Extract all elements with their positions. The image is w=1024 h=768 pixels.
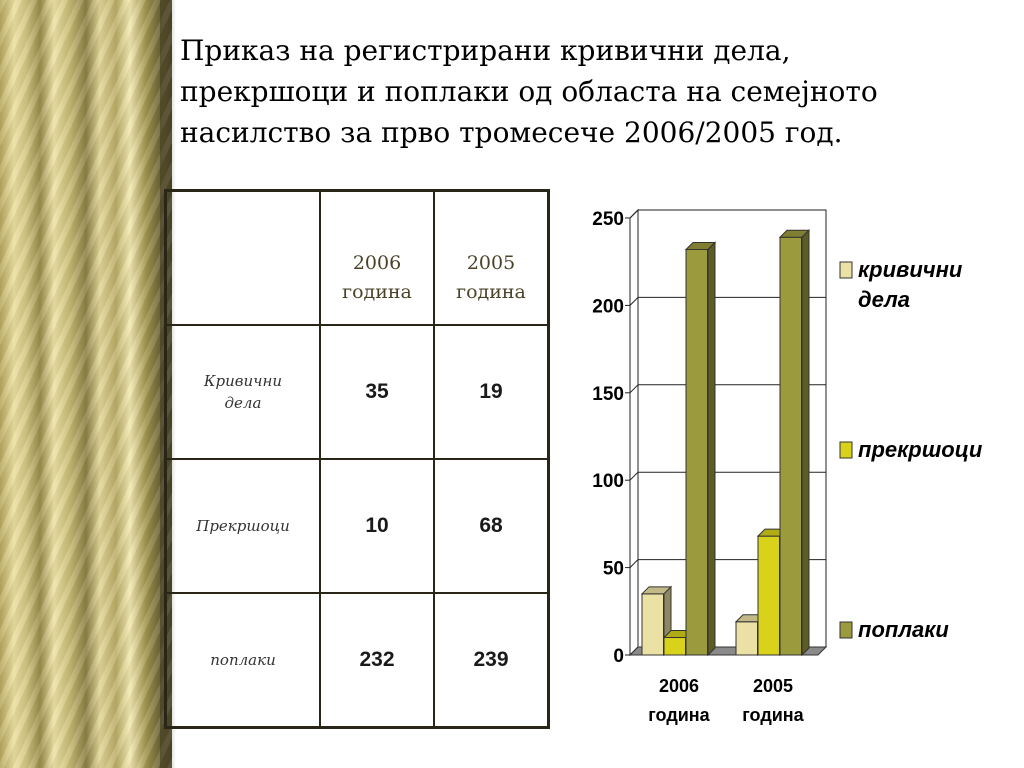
x-tick-label: година: [648, 705, 710, 725]
y-tick-label: 250: [592, 209, 624, 230]
bar: [642, 594, 664, 655]
row-label: поплаки: [210, 651, 276, 669]
y-tick-label: 100: [592, 471, 624, 493]
column-header-year: 2005: [466, 252, 516, 274]
row-label-line: Кривични: [203, 372, 283, 390]
y-tick-label: 0: [613, 646, 624, 667]
bar-side: [708, 242, 715, 655]
legend-swatch: [840, 622, 852, 638]
row-label-line: дела: [224, 394, 262, 412]
y-tick-label: 50: [602, 558, 624, 580]
legend-swatch: [840, 442, 852, 458]
chart-side-wall: [630, 210, 638, 655]
legend-label: дела: [858, 287, 911, 312]
title-line-3: насилство за прво тромесече 2006/2005 год.: [180, 116, 843, 149]
cell-value: 239: [473, 648, 509, 671]
title-line-1: Приказ на регистрирани кривични дела,: [180, 34, 791, 67]
x-tick-label: 2005: [752, 676, 794, 696]
bar: [736, 622, 758, 655]
cell-value: 10: [365, 514, 389, 537]
x-tick-label: 2006: [658, 676, 700, 696]
column-header-unit: година: [456, 281, 526, 303]
bar: [686, 249, 708, 655]
cell-value: 35: [365, 380, 389, 403]
bar: [758, 536, 780, 655]
legend-label: прекршоци: [858, 437, 983, 462]
title-line-2: прекршоци и поплаки од областа на семејното: [180, 75, 878, 108]
cell-value: 68: [479, 514, 503, 537]
cell-value: 232: [359, 648, 395, 671]
legend-swatch: [840, 262, 852, 278]
y-tick-label: 150: [592, 383, 624, 405]
x-tick-label: година: [742, 705, 804, 725]
y-tick-label: 200: [592, 296, 624, 318]
row-label: Прекршоци: [196, 517, 290, 535]
bar-side: [802, 230, 809, 655]
bar: [664, 638, 686, 655]
column-header-year: 2006: [352, 252, 402, 274]
bar: [780, 237, 802, 655]
legend-label: поплаки: [858, 617, 949, 642]
column-header-unit: година: [342, 281, 412, 303]
legend-label: кривични: [858, 257, 963, 282]
cell-value: 19: [479, 380, 503, 403]
